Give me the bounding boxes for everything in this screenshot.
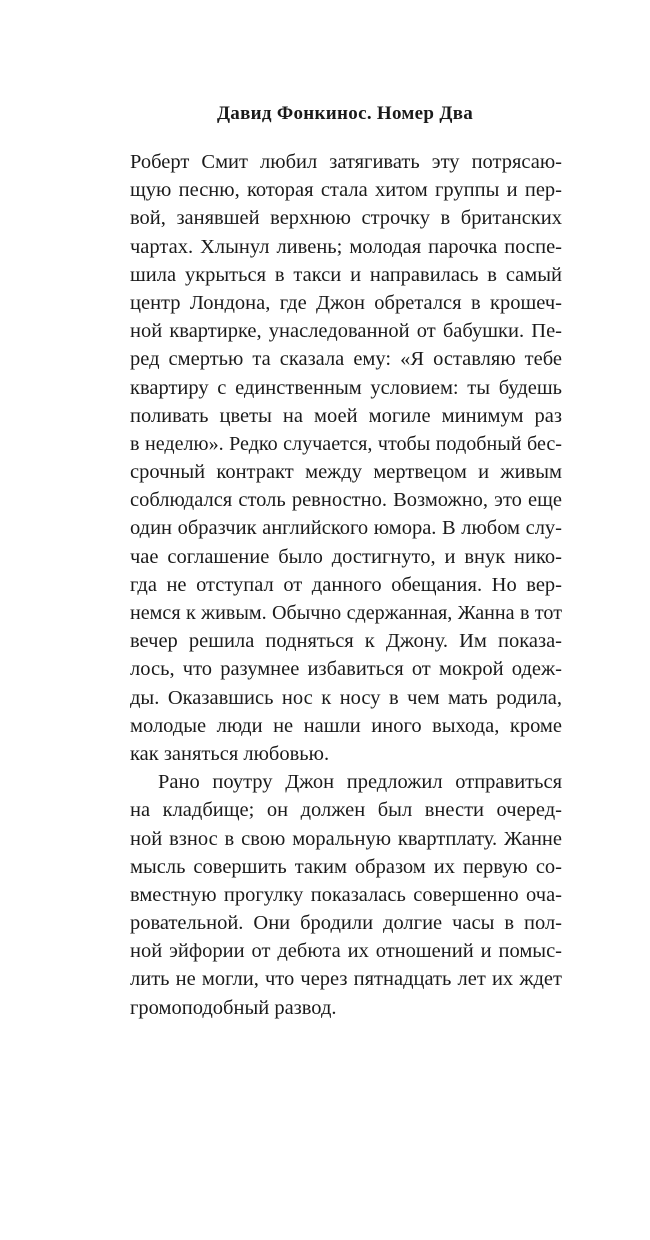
text-line: лось, что разумнее избавиться от мокрой одеж- xyxy=(130,658,562,681)
text-line: ной квартирке, унаследованной от бабушки. Пе- xyxy=(130,320,562,343)
text-line: чае соглашение было достигнуто, и внук нико- xyxy=(130,545,562,568)
text-line: вой, занявшей верхнюю строчку в британских xyxy=(130,207,562,230)
running-title: Давид Фонкинос. Номер Два xyxy=(216,103,474,124)
text-line: один образчик английского юмора. В любом слу- xyxy=(130,517,562,540)
text-line: немся к живым. Обычно сдержанная, Жанна в тот xyxy=(130,602,562,624)
text-line: ровательной. Они бродили долгие часы в пол- xyxy=(130,912,562,935)
text-line: центр Лондона, где Джон обретался в крошеч- xyxy=(130,291,562,314)
text-line: вместную прогулку показалась совершенно оча- xyxy=(130,883,562,906)
text-line: Рано поутру Джон предложил отправиться xyxy=(158,771,562,794)
text-line: громоподобный развод. xyxy=(130,996,337,1019)
text-line: щую песню, которая стала хитом группы и пер- xyxy=(130,179,562,202)
text-line: лить не могли, что через пятнадцать лет их ждет xyxy=(130,968,562,991)
text-line: ды. Оказавшись нос к носу в чем мать родила, xyxy=(130,686,562,709)
text-line: мысль совершить таким образом их первую со- xyxy=(130,855,562,878)
text-line: соблюдался столь ревностно. Возможно, это еще xyxy=(130,489,562,512)
text-line: Роберт Смит любил затягивать эту потрясаю- xyxy=(130,151,562,173)
text-line: молодые люди не нашли иного выхода, кроме xyxy=(130,714,562,737)
paragraph xyxy=(130,148,562,768)
text-line: срочный контракт между мертвецом и живым xyxy=(130,461,562,484)
text-line: как заняться любовью. xyxy=(130,742,330,765)
text-line: гда не отступал от данного обещания. Но вер- xyxy=(130,573,562,596)
text-line: вечер решила подняться к Джону. Им показа- xyxy=(130,630,562,653)
text-line: ред смертью та сказала ему: «Я оставляю тебе xyxy=(130,348,562,371)
body-text xyxy=(130,148,562,1022)
text-line: квартиру с единственным условием: ты будешь xyxy=(130,376,562,399)
text-line: на кладбище; он должен был внести очеред- xyxy=(130,799,562,822)
text-line: шила укрыться в такси и направилась в самый xyxy=(130,263,562,286)
paragraph xyxy=(130,768,562,1022)
text-line: чартах. Хлынул ливень; молодая парочка поспе- xyxy=(130,235,562,258)
text-line: ной эйфории от дебюта их отношений и помыс- xyxy=(130,940,562,963)
text-line: поливать цветы на моей могиле минимум раз xyxy=(130,404,562,427)
text-line: в неделю». Редко случается, чтобы подобный бес- xyxy=(130,432,562,455)
text-line: ной взнос в свою моральную квартплату. Жанне xyxy=(130,827,562,850)
